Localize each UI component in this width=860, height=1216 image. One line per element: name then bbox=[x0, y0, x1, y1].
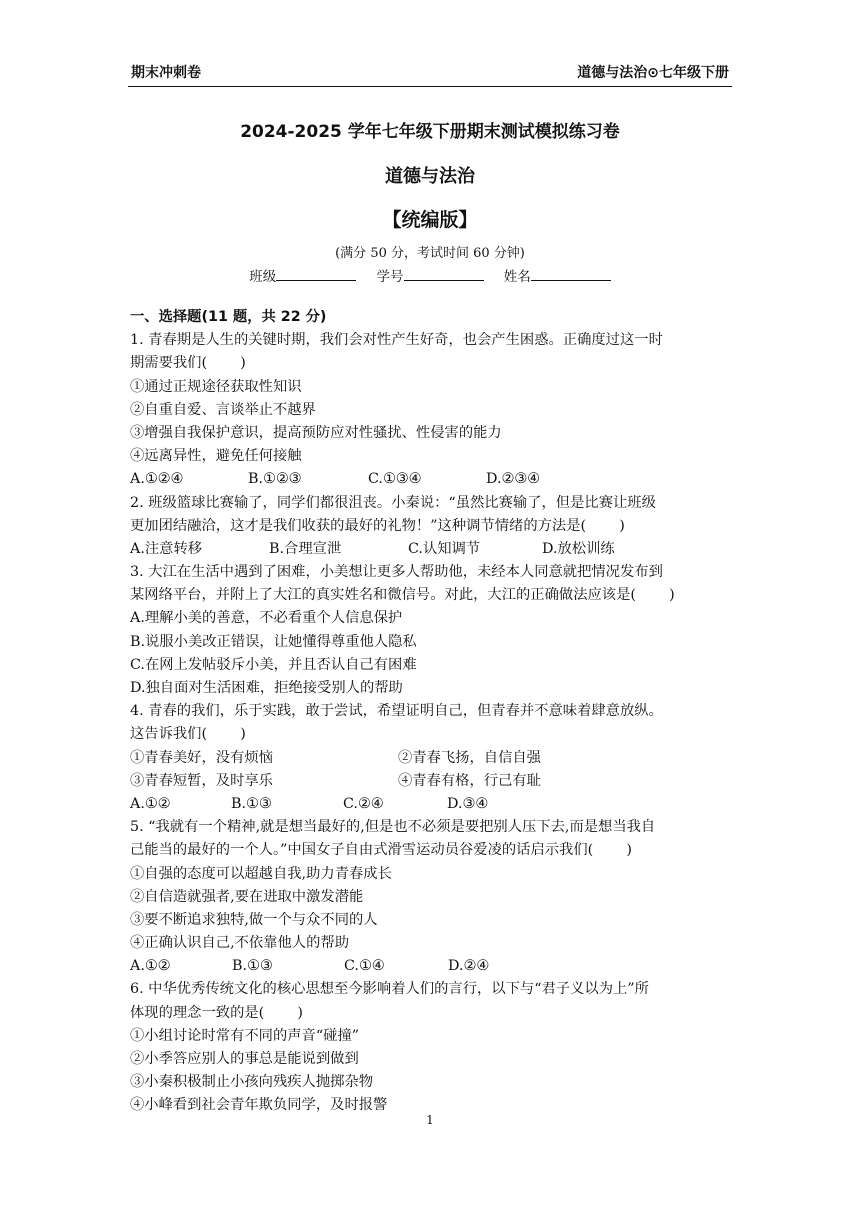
q4-option-d[interactable]: D.③④ bbox=[447, 795, 489, 812]
q6-stem-line1: 6. 中华优秀传统文化的核心思想至今影响着人们的言行，以下与“君子义以为上”所 bbox=[130, 981, 649, 998]
number-blank[interactable] bbox=[404, 266, 484, 281]
q2-option-b[interactable]: B.合理宣泄 bbox=[269, 540, 342, 557]
name-field bbox=[504, 265, 611, 285]
section-heading: 一、选择题(11 题，共 22 分) bbox=[130, 309, 327, 325]
q4-items-row-1 bbox=[130, 747, 730, 770]
q3-option-d[interactable]: D.独自面对生活困难，拒绝接受别人的帮助 bbox=[130, 680, 403, 696]
q1-option-c[interactable]: C.①③④ bbox=[368, 471, 422, 488]
q4-stem-line1: 4. 青春的我们，乐于实践，敢于尝试，希望证明自己，但青春并不意味着肆意放纵。 bbox=[130, 703, 663, 720]
q4-option-b[interactable]: B.①③ bbox=[231, 795, 272, 812]
class-field bbox=[249, 265, 356, 285]
edition-title: 【统编版】 bbox=[382, 209, 478, 231]
q1-option-d[interactable]: D.②③④ bbox=[486, 471, 540, 488]
q5-option-d[interactable]: D.②④ bbox=[448, 958, 490, 975]
q5-item-2: ②自信造就强者,要在进取中激发潜能 bbox=[130, 888, 364, 905]
q2-option-a[interactable]: A.注意转移 bbox=[130, 540, 203, 557]
q5-options bbox=[130, 955, 730, 978]
q1-item-1: ①通过正规途径获取性知识 bbox=[130, 378, 302, 395]
q4-option-a[interactable]: A.①② bbox=[130, 795, 171, 812]
header-right-text: 道德与法治⊙七年级下册 bbox=[577, 65, 729, 81]
q1-item-3: ③增强自我保护意识，提高预防应对性骚扰、性侵害的能力 bbox=[130, 424, 502, 441]
score-info: (满分 50 分，考试时间 60 分钟) bbox=[335, 246, 525, 261]
name-label: 姓名 bbox=[503, 269, 531, 285]
q4-stem-line2: 这告诉我们( ) bbox=[130, 726, 246, 743]
q1-item-2: ②自重自爱、言谈举止不越界 bbox=[130, 401, 316, 418]
q4-item-4: ④青春有格，行己有耻 bbox=[398, 772, 541, 789]
page-number: 1 bbox=[426, 1113, 434, 1127]
q1-item-4: ④远离异性，避免任何接触 bbox=[130, 448, 302, 465]
q6-item-2: ②小季答应别人的事总是能说到做到 bbox=[130, 1051, 359, 1067]
class-blank[interactable] bbox=[276, 266, 356, 281]
q5-option-c[interactable]: C.①④ bbox=[344, 958, 385, 975]
q1-stem-line1: 1. 青春期是人生的关键时期，我们会对性产生好奇，也会产生困惑。正确度过这一时 bbox=[130, 332, 663, 349]
number-label: 学号 bbox=[376, 269, 404, 285]
q6-stem-line2: 体现的理念一致的是( ) bbox=[130, 1004, 303, 1021]
q4-option-c[interactable]: C.②④ bbox=[343, 795, 384, 812]
q3-stem-line1: 3. 大江在生活中遇到了困难，小美想让更多人帮助他，未经本人同意就把情况发布到 bbox=[130, 564, 663, 581]
q5-option-b[interactable]: B.①③ bbox=[232, 958, 273, 975]
q3-option-b[interactable]: B.说服小美改正错误，让她懂得尊重他人隐私 bbox=[130, 633, 417, 650]
q4-item-2: ②青春飞扬，自信自强 bbox=[398, 749, 541, 766]
q3-stem-line2: 某网络平台，并附上了大江的真实姓名和微信号。对此，大江的正确做法应该是( ) bbox=[130, 587, 675, 604]
q2-stem-line1: 2. 班级篮球比赛输了，同学们都很沮丧。小秦说：“虽然比赛输了，但是比赛让班级 bbox=[130, 494, 656, 511]
q3-option-c[interactable]: C.在网上发帖驳斥小美，并且否认自己有困难 bbox=[130, 656, 417, 673]
q1-stem-line2: 期需要我们( ) bbox=[130, 355, 246, 372]
q4-items-row-2 bbox=[130, 770, 730, 793]
q1-options bbox=[130, 468, 730, 491]
class-label: 班级 bbox=[249, 269, 277, 285]
subject-title: 道德与法治 bbox=[385, 166, 475, 187]
question-content bbox=[130, 306, 730, 1118]
q5-item-4: ④正确认识自己,不依靠他人的帮助 bbox=[130, 935, 349, 952]
q5-item-3: ③要不断追求独特,做一个与众不同的人 bbox=[130, 911, 378, 928]
header-rule bbox=[128, 86, 732, 87]
name-blank[interactable] bbox=[531, 266, 611, 281]
q4-options bbox=[130, 793, 730, 816]
header-left-text: 期末冲刺卷 bbox=[131, 65, 201, 81]
q5-stem-line2: 己能当的最好的一个人。”中国女子自由式滑雪运动员谷爱凌的话启示我们( ) bbox=[130, 842, 632, 859]
q5-stem-line1: 5. “我就有一个精神,就是想当最好的,但是也不必须是要把别人压下去,而是想当我自 bbox=[130, 819, 656, 836]
q5-option-a[interactable]: A.①② bbox=[130, 958, 171, 975]
q4-item-3: ③青春短暂，及时享乐 bbox=[130, 772, 273, 789]
q6-item-1: ①小组讨论时常有不同的声音“碰撞” bbox=[130, 1027, 360, 1044]
q5-item-1: ①自强的态度可以超越自我,助力青春成长 bbox=[130, 865, 392, 882]
q2-options bbox=[130, 538, 730, 561]
q6-item-4: ④小峰看到社会青年欺负同学，及时报警 bbox=[130, 1097, 388, 1114]
q1-option-a[interactable]: A.①②④ bbox=[130, 471, 184, 488]
exam-title: 2024-2025 学年七年级下册期末测试模拟练习卷 bbox=[240, 122, 620, 142]
number-field bbox=[377, 265, 484, 285]
q2-option-d[interactable]: D.放松训练 bbox=[542, 540, 615, 557]
q3-option-a[interactable]: A.理解小美的善意，不必看重个人信息保护 bbox=[130, 610, 403, 627]
q2-stem-line2: 更加团结融洽，这才是我们收获的最好的礼物！”这种调节情绪的方法是( ) bbox=[130, 517, 625, 534]
q1-option-b[interactable]: B.①②③ bbox=[248, 471, 302, 488]
student-info-fields bbox=[0, 265, 860, 285]
q6-item-3: ③小秦积极制止小孩向残疾人抛掷杂物 bbox=[130, 1074, 374, 1091]
q4-item-1: ①青春美好，没有烦恼 bbox=[130, 749, 273, 766]
q2-option-c[interactable]: C.认知调节 bbox=[408, 540, 481, 557]
